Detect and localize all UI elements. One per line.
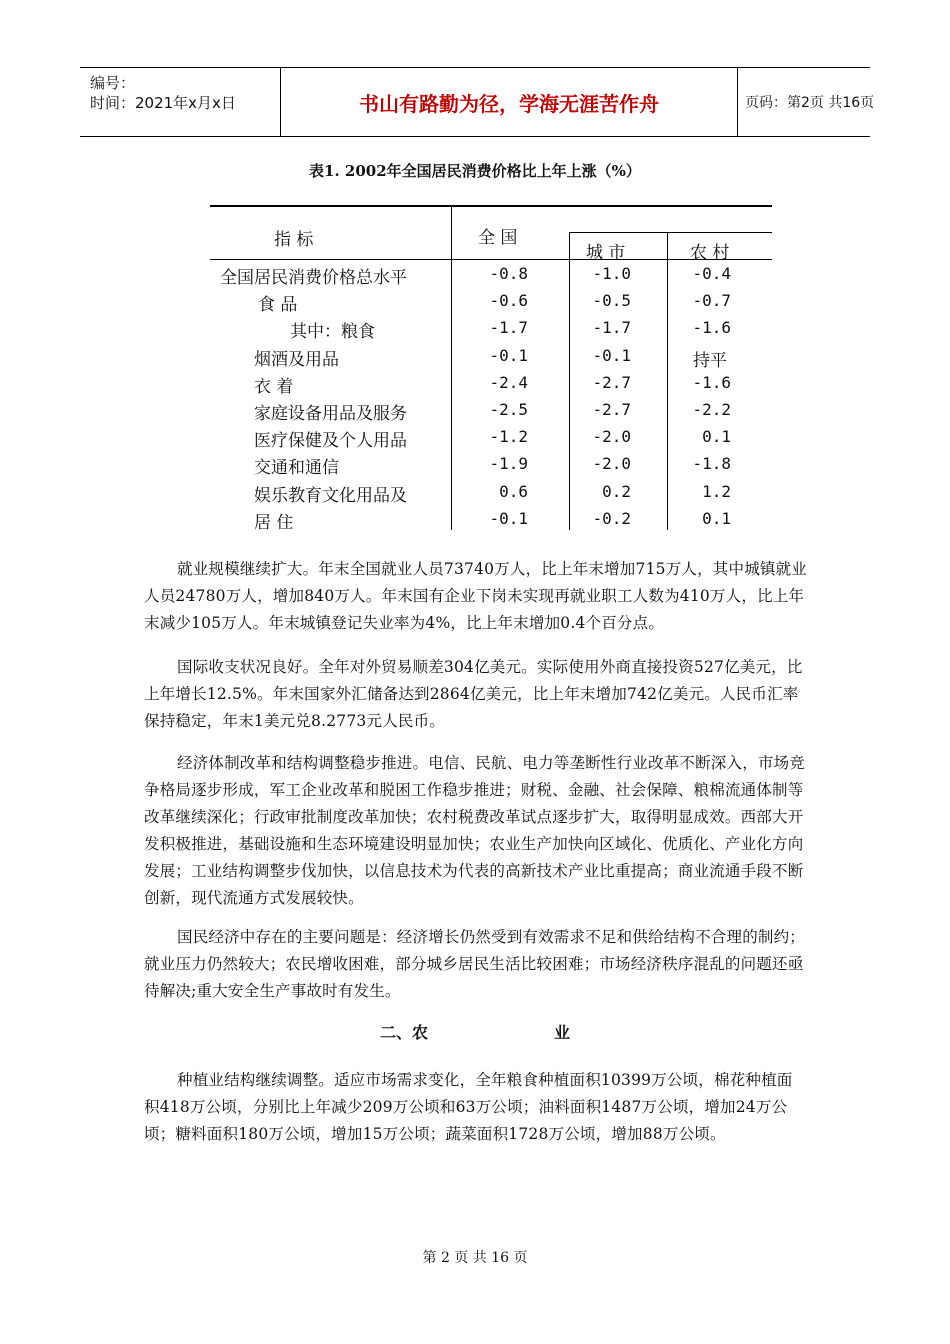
cell-urban: -0.2 bbox=[592, 508, 631, 528]
row-name: 医疗保健及个人用品 bbox=[254, 431, 407, 452]
section-heading-end: 业 bbox=[554, 1023, 571, 1042]
section-heading-agriculture bbox=[0, 1020, 950, 1043]
cell-rural: -0.4 bbox=[692, 264, 731, 283]
cell-rural: 0.1 bbox=[702, 508, 731, 528]
header-indicator: 指 标 bbox=[274, 230, 314, 250]
code-label: 编号： bbox=[90, 74, 136, 92]
cell-rural: -0.7 bbox=[692, 291, 731, 311]
cell-national: -1.7 bbox=[489, 318, 528, 338]
table-top-rule bbox=[210, 205, 772, 207]
price-table bbox=[210, 205, 772, 533]
table-subheader-rule bbox=[569, 232, 772, 233]
cell-urban: -2.0 bbox=[592, 427, 631, 447]
date-label: 时间：2021年x月x日 bbox=[90, 94, 236, 112]
cell-rural: -1.6 bbox=[692, 318, 731, 338]
row-name: 家庭设备用品及服务 bbox=[254, 404, 407, 424]
paragraph-problems: 国民经济中存在的主要问题是：经济增长仍然受到有效需求不足和供给结构不合理的制约；就业压力仍然较大；农民增收困难，部分城乡居民生活比较困难；市场经济秩序混乱的问题还亟待解决;重大安全生产事故时有发生。 bbox=[144, 928, 806, 1000]
table-header-rule bbox=[210, 259, 772, 260]
header-urban: 城 市 bbox=[586, 243, 626, 263]
cell-urban: -2.7 bbox=[592, 372, 631, 392]
table-col-divider-2 bbox=[569, 232, 570, 530]
cell-national: -0.8 bbox=[489, 264, 528, 283]
cell-urban: -1.0 bbox=[592, 264, 631, 283]
paragraph-planting: 种植业结构继续调整。适应市场需求变化，全年粮食种植面积10399万公顷，棉花种植面积418万公顷，分别比上年减少209万公顷和63万公顷；油料面积1487万公顷，增加24万公顷；糖料面积180万公顷，增加15万公顷；蔬菜面积1728万公顷，增加88万公顷。 bbox=[144, 1071, 793, 1143]
row-name: 交通和通信 bbox=[254, 458, 339, 479]
cell-national: 0.6 bbox=[499, 481, 528, 501]
cell-urban: -2.0 bbox=[592, 454, 631, 474]
cell-rural: 持平 bbox=[693, 350, 727, 371]
cell-national: -2.4 bbox=[489, 372, 528, 392]
row-name: 烟酒及用品 bbox=[254, 349, 339, 370]
cell-national: -1.9 bbox=[489, 454, 528, 474]
header-slogan: 书山有路勤为径，学海无涯苦作舟 bbox=[280, 68, 738, 136]
header-rural: 农 村 bbox=[690, 243, 730, 263]
cell-urban: -2.7 bbox=[592, 400, 631, 419]
cell-national: -0.6 bbox=[489, 291, 528, 311]
row-name: 食 品 bbox=[258, 295, 298, 316]
header-meta bbox=[80, 68, 280, 136]
table-caption: 表1. 2002年全国居民消费价格比上年上涨（%） bbox=[309, 162, 641, 180]
section-heading-start: 二、农 bbox=[379, 1023, 428, 1042]
paragraph-balance-of-payments: 国际收支状况良好。全年对外贸易顺差304亿美元。实际使用外商直接投资527亿美元，比上年增长12.5%。年末国家外汇储备达到2864亿美元，比上年末增加742亿美元。人民币汇率保持稳定，年末1美元兑8.2773元人民币。 bbox=[144, 658, 803, 730]
cell-urban: -1.7 bbox=[592, 318, 631, 338]
header-page-info: 页码：第2页 共16页 bbox=[745, 95, 875, 111]
cell-urban: -0.1 bbox=[592, 345, 631, 365]
row-name: 衣 着 bbox=[254, 376, 294, 397]
row-name: 其中：粮食 bbox=[290, 322, 375, 343]
cell-rural: -1.6 bbox=[692, 372, 731, 392]
page-header bbox=[80, 67, 875, 137]
page-footer: 第 2 页 共 16 页 bbox=[422, 1250, 528, 1266]
cell-urban: 0.2 bbox=[602, 481, 631, 501]
cell-rural: -2.2 bbox=[692, 400, 731, 419]
cell-national: -0.1 bbox=[489, 345, 528, 365]
row-name: 娱乐教育文化用品及 bbox=[254, 485, 407, 506]
cell-national: -1.2 bbox=[489, 427, 528, 447]
cell-rural: 1.2 bbox=[702, 481, 731, 501]
paragraph-reform: 经济体制改革和结构调整稳步推进。电信、民航、电力等垄断性行业改革不断深入，市场竞争格局逐步形成，军工企业改革和脱困工作稳步推进；财税、金融、社会保障、粮棉流通体制等改革继续深化；行政审批制度改革加快；农村税费改革试点逐步扩大，取得明显成效。西部大开发积极推进，基础设施和生态环境建设明显加快；农业生产加快向区域化、优质化、产业化方向发展；工业结构调整步伐加快，以信息技术为代表的高新技术产业比重提高；商业流通手段不断创新，现代流通方式发展较快。 bbox=[144, 754, 806, 907]
paragraph-employment: 就业规模继续扩大。年末全国就业人员73740万人，比上年末增加715万人，其中城镇就业人员24780万人，增加840万人。年末国有企业下岗未实现再就业职工人数为410万人，比上年末减少105万人。年末城镇登记失业率为4%，比上年末增加0.4个百分点。 bbox=[144, 560, 807, 632]
cell-urban: -0.5 bbox=[592, 291, 631, 311]
table-col-divider-3 bbox=[667, 232, 668, 530]
row-name: 居 住 bbox=[254, 512, 294, 533]
table-col-divider-1 bbox=[451, 205, 452, 530]
cell-national: -0.1 bbox=[489, 508, 528, 528]
cell-national: -2.5 bbox=[489, 400, 528, 419]
cell-rural: -1.8 bbox=[692, 454, 731, 474]
row-name: 全国居民消费价格总水平 bbox=[220, 268, 407, 288]
header-national: 全 国 bbox=[478, 228, 518, 248]
cell-rural: 0.1 bbox=[702, 427, 731, 447]
